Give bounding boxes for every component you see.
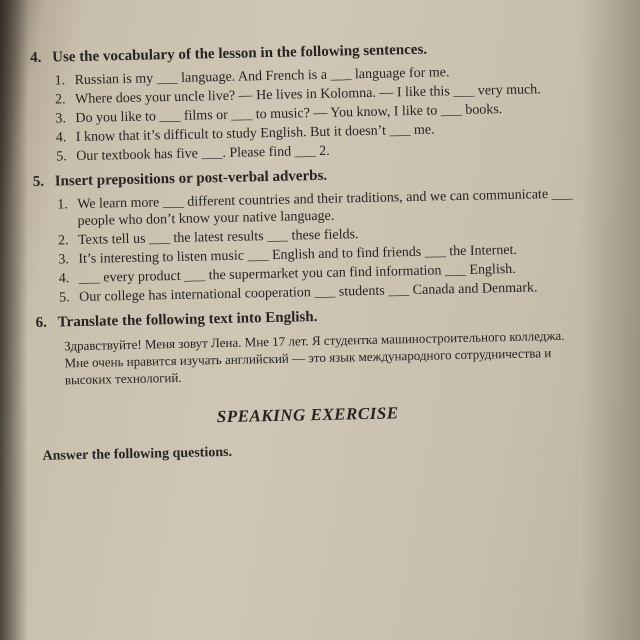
item-number: 3. bbox=[55, 111, 67, 127]
item-text: Our college has international cooperation ___ students ___ Canada and Denmark. bbox=[79, 280, 538, 306]
item-number: 1. bbox=[54, 73, 66, 89]
item-number: 2. bbox=[54, 92, 66, 108]
item-number: 2. bbox=[57, 233, 69, 249]
exercise-title: Use the vocabulary of the lesson in the following sentences. bbox=[51, 41, 428, 66]
item-text: Russian is my ___ language. And French is a ___ language for me. bbox=[74, 65, 450, 89]
exercise-title: Translate the following text into English. bbox=[57, 309, 318, 331]
translation-text: Здравствуйте! Меня зовут Лена. Мне 17 лет. Я студентка машиностроительного колледжа. Мне очень нравится изучать английский — это язык международного сотрудничества и высоких технологий. bbox=[64, 327, 565, 388]
item-text: It’s interesting to listen music ___ English and to find friends ___ the Internet. bbox=[78, 242, 518, 268]
exercise-5-list bbox=[33, 186, 575, 307]
item-number: 1. bbox=[57, 197, 68, 213]
exercise-number: 5. bbox=[32, 173, 45, 190]
exercise-4-list bbox=[30, 62, 572, 166]
item-text: Where does your uncle live? — He lives in Kolomna. — I like this ___ very much. bbox=[74, 82, 541, 108]
exercise-6 bbox=[36, 304, 577, 389]
item-text: I know that it’s difficult to study English. But it doesn’t ___ me. bbox=[75, 122, 435, 146]
exercise-number: 4. bbox=[30, 49, 42, 66]
page-content bbox=[30, 39, 579, 465]
item-number: 5. bbox=[59, 290, 70, 306]
item-number: 5. bbox=[56, 149, 67, 165]
item-text: Do you like to ___ films or ___ to music? — You know, I like to ___ books. bbox=[75, 102, 503, 127]
exercise-number: 6. bbox=[35, 314, 48, 331]
speaking-exercise-title: SPEAKING EXERCISE bbox=[216, 403, 399, 427]
exercise-4 bbox=[30, 39, 572, 166]
exercise-5 bbox=[33, 163, 576, 307]
item-text: Our textbook has five ___. Please find ___ 2. bbox=[76, 143, 330, 165]
item-number: 4. bbox=[58, 271, 70, 287]
item-number: 3. bbox=[58, 252, 70, 268]
item-text: We learn more ___ different countries and their traditions, and we can communicate ___ people who don’t know your native language. bbox=[77, 186, 573, 230]
exercise-title: Insert prepositions or post-verbal adverbs. bbox=[54, 167, 328, 190]
item-text: ___ every product ___ the supermarket you can find information ___ English. bbox=[78, 261, 516, 287]
answer-heading: Answer the following questions. bbox=[42, 444, 233, 464]
item-text: Texts tell us ___ the latest results ___ these fields. bbox=[77, 227, 359, 249]
item-number: 4. bbox=[55, 130, 67, 146]
page-shadow bbox=[580, 0, 640, 640]
